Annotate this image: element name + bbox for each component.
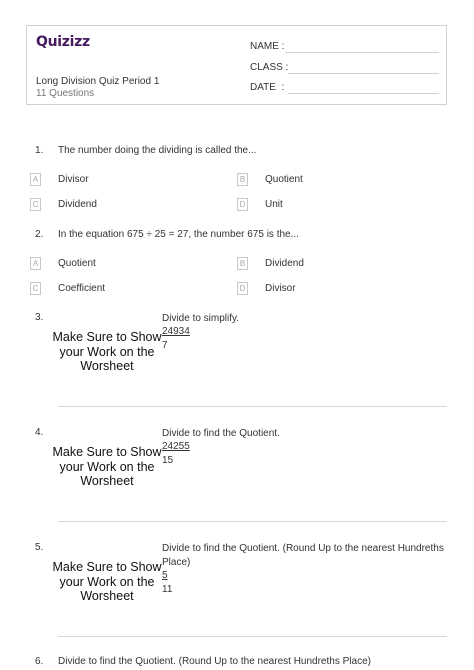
- question-number: 6.: [35, 656, 44, 667]
- question-number: 3.: [35, 312, 44, 323]
- work-reminder: Make Sure to Show your Work on the Worsheet: [52, 330, 162, 373]
- question-text: The number doing the dividing is called the...: [58, 145, 257, 156]
- question-number: 4.: [35, 427, 44, 438]
- question-number: 1.: [35, 145, 44, 156]
- option-letter-box[interactable]: B: [237, 257, 248, 270]
- question-prompt: Divide to find the Quotient. (Round Up to the nearest Hundreths Place): [162, 543, 444, 568]
- question-number: 2.: [35, 229, 44, 240]
- class-label: CLASS :: [250, 62, 289, 73]
- section-divider: [58, 406, 447, 407]
- name-label: NAME :: [250, 41, 285, 52]
- option-text: Dividend: [265, 258, 304, 269]
- section-divider: [58, 636, 447, 637]
- question-text: Divide to find the Quotient. (Round Up to the nearest Hundreths Place): [58, 656, 371, 667]
- date-line: [288, 93, 439, 94]
- option-letter-box[interactable]: A: [30, 257, 41, 270]
- fraction-denominator: 11: [162, 584, 173, 595]
- date-label: DATE :: [250, 82, 285, 93]
- quizizz-logo: Quizizz: [36, 34, 90, 50]
- question-count: 11 Questions: [36, 88, 95, 99]
- question-prompt: Divide to simplify.: [162, 313, 240, 324]
- option-letter-box[interactable]: B: [237, 173, 248, 186]
- question-number: 5.: [35, 542, 44, 553]
- option-text: Dividend: [58, 199, 97, 210]
- fraction-numerator: 24934: [162, 326, 190, 337]
- option-text: Coefficient: [58, 283, 106, 294]
- class-line: [288, 73, 439, 74]
- option-text: Divisor: [58, 174, 89, 185]
- fraction-denominator: 15: [162, 455, 174, 466]
- work-reminder: Make Sure to Show your Work on the Worsheet: [52, 560, 162, 603]
- fraction-numerator: 24255: [162, 441, 190, 452]
- work-reminder: Make Sure to Show your Work on the Worsheet: [52, 445, 162, 488]
- option-letter-box[interactable]: D: [237, 198, 248, 211]
- option-letter-box[interactable]: A: [30, 173, 41, 186]
- option-text: Unit: [265, 199, 283, 210]
- option-letter-box[interactable]: C: [30, 198, 41, 211]
- option-letter-box[interactable]: C: [30, 282, 41, 295]
- fraction-denominator: 7: [162, 340, 168, 351]
- fraction-numerator: 5: [162, 570, 168, 581]
- option-text: Quotient: [265, 174, 303, 185]
- quiz-title: Long Division Quiz Period 1: [36, 76, 160, 87]
- option-text: Quotient: [58, 258, 96, 269]
- question-prompt: Divide to find the Quotient.: [162, 428, 280, 439]
- option-text: Divisor: [265, 283, 296, 294]
- option-letter-box[interactable]: D: [237, 282, 248, 295]
- question-text: In the equation 675 ÷ 25 = 27, the number 675 is the...: [58, 229, 299, 240]
- name-line: [285, 52, 439, 53]
- section-divider: [58, 521, 447, 522]
